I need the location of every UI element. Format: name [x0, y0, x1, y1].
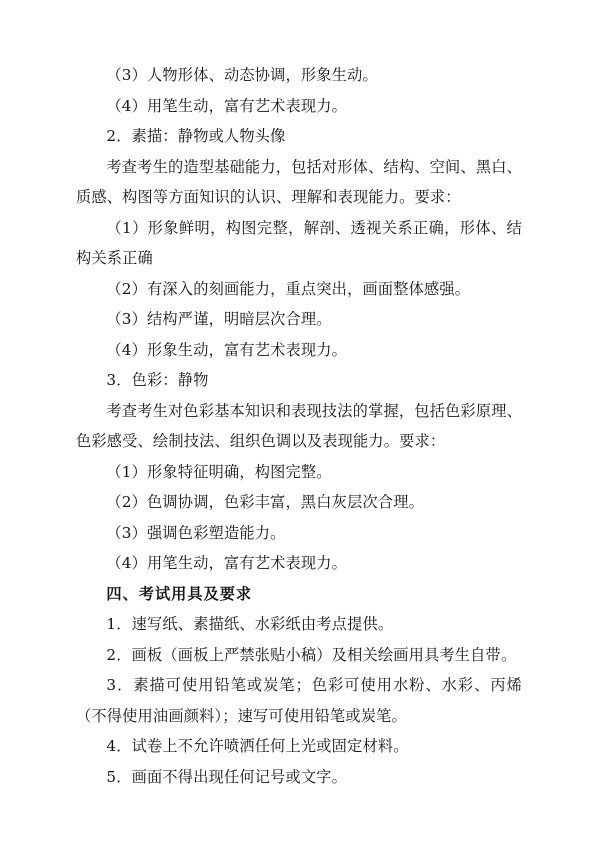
list-item-heading: 2．素描：静物或人物头像: [106, 127, 286, 145]
paragraph: （3）结构严谨，明暗层次合理。: [106, 310, 332, 328]
paragraph: （1）形象特征明确，构图完整。: [106, 462, 332, 481]
paragraph: （4）用笔生动，富有艺术表现力。: [106, 554, 348, 572]
document-body: [76, 60, 522, 792]
paragraph: （2）色调协调，色彩丰富，黑白灰层次合理。: [106, 493, 425, 511]
paragraph: （4）用笔生动，富有艺术表现力。: [106, 96, 348, 115]
paragraph: 1．速写纸、素描纸、水彩纸由考点提供。: [106, 615, 394, 633]
paragraph: （3）人物形体、动态协调，形象生动。: [106, 66, 378, 84]
paragraph: 4．试卷上不允许喷洒任何上光或固定材料。: [106, 737, 409, 755]
paragraph: （3）强调色彩塑造能力。: [106, 523, 286, 542]
paragraph: 考查考生对色彩基本知识和表现技法的掌握，包括色彩原理、色彩感受、绘制技法、组织色调以及表现能力。要求：: [76, 401, 522, 450]
paragraph: （2）有深入的刻画能力，重点突出，画面整体感强。: [106, 279, 471, 298]
paragraph: （4）形象生动，富有艺术表现力。: [106, 340, 348, 359]
paragraph: 5．画面不得出现任何记号或文字。: [106, 767, 348, 786]
paragraph: 2．画板（画板上严禁张贴小稿）及相关绘画用具考生自带。: [106, 645, 517, 664]
section-heading: 四、考试用具及要求: [106, 584, 253, 603]
paragraph: （1）形象鲜明，构图完整，解剖、透视关系正确，形体、结构关系正确: [76, 218, 522, 267]
list-item-heading: 3．色彩：静物: [106, 371, 209, 389]
paragraph: 3．素描可使用铅笔或炭笔；色彩可使用水粉、水彩、丙烯（不得使用油画颜料）；速写可使用铅笔或炭笔。: [76, 676, 522, 725]
paragraph: 考查考生的造型基础能力，包括对形体、结构、空间、黑白、质感、构图等方面知识的认识、理解和表现能力。要求：: [76, 157, 522, 206]
